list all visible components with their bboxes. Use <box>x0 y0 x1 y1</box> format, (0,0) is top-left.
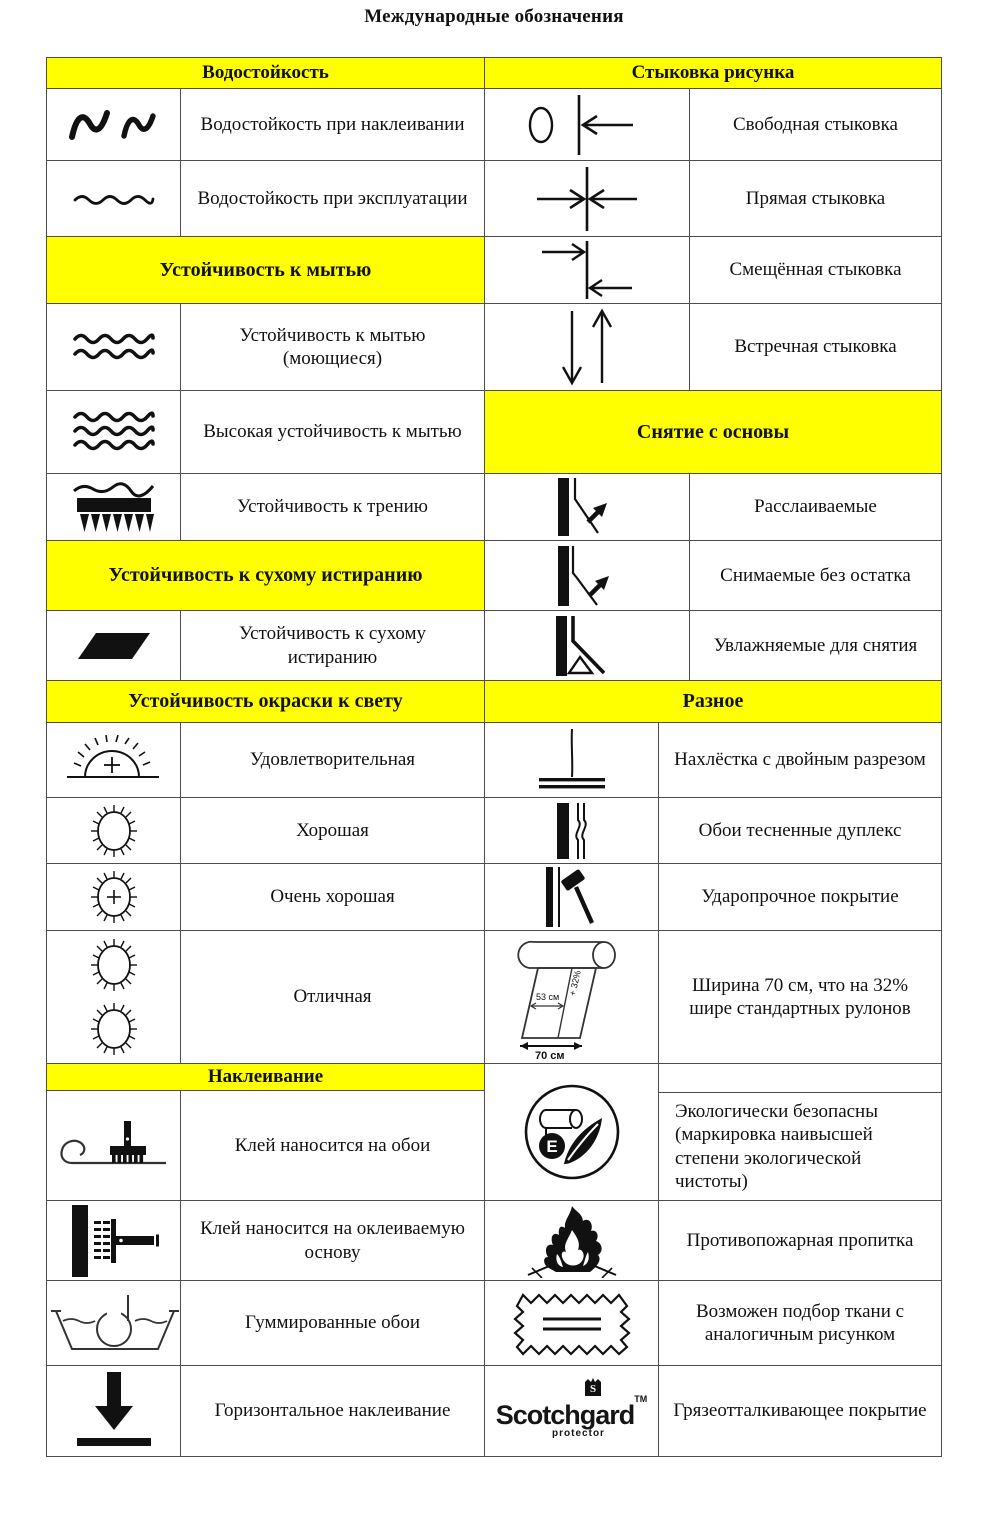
table-row <box>47 1366 484 1457</box>
table-row <box>485 723 941 798</box>
arrow-down-line-icon <box>69 1370 159 1452</box>
symbol-label: Противопожарная пропитка <box>686 1229 914 1251</box>
sun-half-icon <box>65 735 163 785</box>
empty-cell <box>659 1064 941 1093</box>
eco-text-stack <box>659 1064 941 1200</box>
section-header-row <box>47 1064 484 1091</box>
table-row <box>485 1281 941 1366</box>
symbol-label: Водостойкость при эксплуатации <box>197 187 468 209</box>
duplex-icon <box>544 802 600 860</box>
symbol-label: Обои тесненные дуплекс <box>698 819 902 841</box>
section-header-removal: Снятие с основы <box>485 391 941 473</box>
table-row <box>47 1091 484 1201</box>
section-header-dry-abrasion: Устойчивость к сухому истиранию <box>47 541 484 610</box>
hammer-icon <box>540 867 604 927</box>
symbol-label: Устойчивость к трению <box>237 496 428 518</box>
icon-cell <box>485 1281 659 1365</box>
section-header-lightfastness: Устойчивость окраски к свету <box>47 681 484 722</box>
table-row <box>485 931 941 1064</box>
icon-cell <box>47 723 181 797</box>
table-row <box>485 1064 941 1201</box>
peel-clean-icon <box>542 545 632 607</box>
table-row <box>47 391 484 474</box>
svg-text:53 см: 53 см <box>535 992 559 1002</box>
peel-wet-icon <box>542 615 632 677</box>
icon-cell <box>485 237 690 303</box>
icon-cell <box>47 931 181 1063</box>
icon-cell <box>47 391 181 473</box>
table-row <box>47 864 484 931</box>
section-header-pattern-match: Стыковка рисунка <box>485 58 941 88</box>
table-row <box>485 798 941 864</box>
symbol-label: Устойчивость к сухому истиранию <box>238 623 427 668</box>
symbol-label: Высокая устойчивость к мытью <box>203 421 462 443</box>
table-row <box>485 161 941 237</box>
table-row <box>47 931 484 1064</box>
scotchgard-shield-icon <box>584 1377 602 1397</box>
icon-cell <box>485 474 690 540</box>
sun-icon <box>85 802 143 860</box>
free-match-icon <box>517 93 657 157</box>
section-header-waterproof: Водостойкость <box>47 58 484 88</box>
symbol-label: Удовлетворительная <box>249 749 416 771</box>
eco-icon <box>522 1082 622 1182</box>
offset-match-icon <box>512 240 662 300</box>
symbol-label: Гуммированные обои <box>245 1312 420 1334</box>
section-header-pasting: Наклеивание <box>47 1064 484 1090</box>
icon-cell <box>47 89 181 160</box>
trademark-symbol: TM <box>634 1393 648 1404</box>
icon-cell <box>47 798 181 863</box>
overlap-cut-icon <box>522 727 622 793</box>
table-row <box>485 474 941 541</box>
right-half <box>485 58 941 1457</box>
symbol-label: Экологически безопасны (маркировка наивысшей степени экологической чистоты) <box>675 1101 878 1192</box>
table-row <box>485 304 941 391</box>
glue-on-wall-icon <box>66 1205 162 1277</box>
table-row <box>485 864 941 931</box>
icon-cell <box>485 931 659 1063</box>
table-row <box>47 1281 484 1366</box>
table-row <box>47 161 484 237</box>
fabric-zigzag-icon <box>509 1286 635 1360</box>
icon-cell <box>47 1201 181 1280</box>
icon-cell <box>47 864 181 930</box>
icon-cell <box>485 1201 659 1280</box>
symbol-label: Снимаемые без остатка <box>720 564 911 586</box>
icon-cell <box>485 304 690 390</box>
symbol-label: Хорошая <box>296 819 369 841</box>
symbols-table <box>46 57 942 1457</box>
table-row <box>485 1366 941 1457</box>
icon-cell <box>47 1366 181 1456</box>
icon-cell <box>47 161 181 236</box>
table-row <box>485 611 941 681</box>
straight-match-icon <box>512 165 662 233</box>
icon-cell <box>47 474 181 540</box>
table-row <box>485 89 941 161</box>
symbol-label: Увлажняемые для снятия <box>713 634 918 656</box>
wave-single-icon <box>72 191 156 207</box>
counter-match-icon <box>532 307 642 387</box>
table-row <box>485 541 941 611</box>
icon-cell <box>485 864 659 930</box>
symbol-label: Водостойкость при наклеивании <box>200 113 465 135</box>
sun-plus-icon <box>85 868 143 926</box>
icon-cell <box>485 1366 659 1456</box>
scotchgard-logo <box>496 1384 648 1439</box>
symbol-label: Грязеотталкивающее покрытие <box>673 1400 927 1422</box>
icon-cell <box>485 161 690 236</box>
wave-double-icon <box>72 331 156 363</box>
section-header-row <box>47 541 484 611</box>
roll-width-icon <box>508 934 636 1060</box>
scotchgard-brand-text: Scotchgard <box>495 1399 635 1430</box>
svg-text:S: S <box>589 1382 596 1395</box>
section-header-row <box>485 681 941 723</box>
left-header-row <box>47 58 484 89</box>
icon-cell <box>47 1091 181 1200</box>
svg-text:E: E <box>545 1137 558 1156</box>
symbol-label: Очень хорошая <box>270 886 395 908</box>
scotchgard-sub-text: protector <box>552 1427 605 1439</box>
symbol-label: Отличная <box>293 986 372 1008</box>
symbol-label: Расслаиваемые <box>754 496 877 518</box>
glue-on-paper-icon <box>58 1117 170 1175</box>
svg-text:+ 32%: + 32% <box>566 969 583 997</box>
icon-cell <box>485 798 659 863</box>
symbol-label: Клей наносится на оклеиваемую основу <box>200 1218 465 1263</box>
symbol-label: Клей наносится на обои <box>234 1134 431 1156</box>
section-header-row <box>485 391 941 474</box>
symbol-label: Смещённая стыковка <box>729 259 902 281</box>
table-row <box>485 1201 941 1281</box>
left-half <box>47 58 485 1457</box>
sun-double-icon <box>84 936 144 1058</box>
gummed-tub-icon <box>49 1291 179 1355</box>
wave-nn-icon <box>66 106 162 144</box>
table-row <box>47 611 484 681</box>
symbol-label: Встречная стыковка <box>734 336 897 358</box>
table-row <box>47 798 484 864</box>
table-row <box>47 1201 484 1281</box>
table-row <box>47 723 484 798</box>
right-header-row <box>485 58 941 89</box>
symbol-label: Возможен подбор ткани с аналогичным рисунком <box>695 1300 905 1345</box>
page-title: Международные обозначения <box>364 6 624 27</box>
icon-cell <box>47 611 181 680</box>
parallelogram-icon <box>74 629 154 663</box>
icon-cell <box>485 541 690 610</box>
icon-cell <box>485 611 690 680</box>
symbol-label: Нахлёстка с двойным разрезом <box>674 749 926 771</box>
symbol-label: Устойчивость к мытью (моющиеся) <box>239 324 426 369</box>
symbol-label: Ширина 70 см, что на 32% шире стандартных рулонов <box>689 974 911 1019</box>
table-row <box>47 474 484 541</box>
section-header-washable: Устойчивость к мытью <box>47 237 484 303</box>
brush-friction-icon <box>70 481 158 533</box>
table-row <box>47 89 484 161</box>
icon-cell <box>485 89 690 160</box>
symbol-label: Прямая стыковка <box>745 187 886 209</box>
icon-cell <box>485 1064 659 1200</box>
section-header-row <box>47 237 484 304</box>
symbol-label: Ударопрочное покрытие <box>701 886 899 908</box>
table-row <box>47 304 484 391</box>
fire-icon <box>520 1204 624 1278</box>
peel-strip-icon <box>542 477 632 537</box>
table-row <box>485 237 941 304</box>
symbol-label: Свободная стыковка <box>732 113 898 135</box>
icon-cell <box>47 1281 181 1365</box>
svg-text:70 см: 70 см <box>534 1050 565 1060</box>
section-header-misc: Разное <box>485 681 941 722</box>
icon-cell <box>47 304 181 390</box>
section-header-row <box>47 681 484 723</box>
wave-triple-icon <box>72 409 156 455</box>
icon-cell <box>485 723 659 797</box>
symbol-label: Горизонтальное наклеивание <box>214 1400 451 1422</box>
